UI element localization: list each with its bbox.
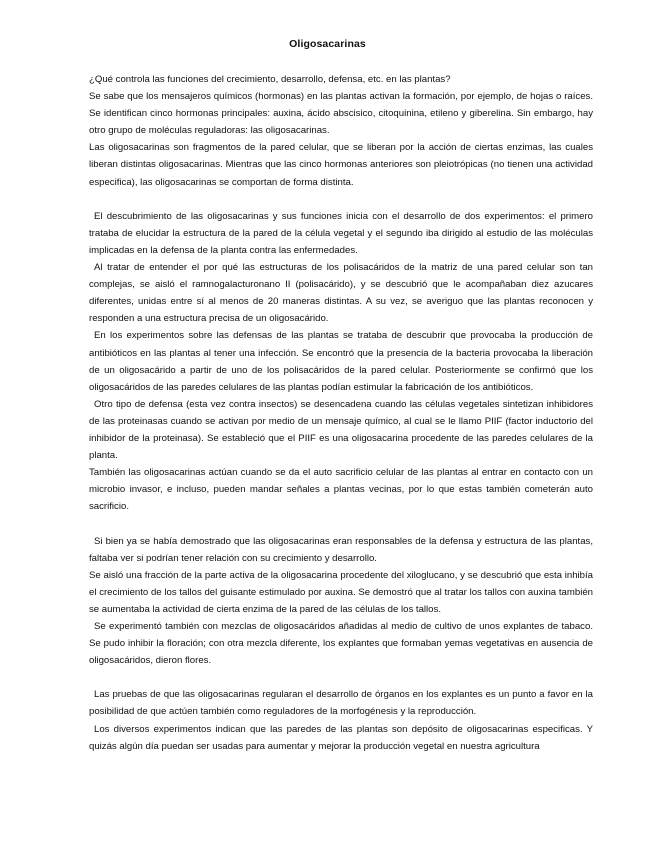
- paragraph-definition: Las oligosacarinas son fragmentos de la pared celular, que se liberan por la acción de ciertas enzimas, las cuales liberan distintas oligosacarinas. Mientras que las cinco hormonas anteriores son pleiotrópicas (no tienen una actividad especifica), las oligosacarinas se comportan de forma distinta.: [89, 142, 593, 188]
- paragraph-morphogenesis: Las pruebas de que las oligosacarinas regularan el desarrollo de órganos en los explantes es un punto a favor en la posibilidad de que actúen también como reguladores de la morfogénesis y la reproducción.: [89, 689, 593, 718]
- paragraph-discovery: El descubrimiento de las oligosacarinas y sus funciones inicia con el desarrollo de dos experimentos: el primero trataba de elucidar la estructura de la pared de la célula vegetal y el segundo iba dirigido al estudio de las moléculas implicadas en la defensa de la planta contra las enfermedades.: [89, 210, 593, 256]
- paragraph-insects: Otro tipo de defensa (esta vez contra insectos) se desencadena cuando las células vegetales sintetizan inhibidores de las proteinasas cuando se activan por medio de un mensaje químico, al cual se le llamo PIIF (factor inductorio del inhibidor de la proteinasa). Se estableció que el PIIF es una oligosacarina procedente de las paredes celulares de la planta.: [89, 398, 593, 462]
- paragraph-tobacco: Se experimentó también con mezclas de oligosacáridos añadidas al medio de cultivo de unos explantes de tabaco. Se pudo inhibir la floración; con otra mezcla diferente, los explantes que formaban yemas vegetativas en ausencia de oligosacáridos, dieron flores.: [89, 621, 593, 667]
- paragraph-sacrifice: También las oligosacarinas actúan cuando se da el auto sacrificio celular de las plantas al entrar en contacto con un microbio invasor, e incluso, pueden mandar señales a plantas vecinas, por lo que estas también cometerán auto sacrificio.: [89, 467, 593, 513]
- document-title: Oligosacarinas: [289, 38, 366, 50]
- paragraph-xyloglucan: Se aisló una fracción de la parte activa de la oligosacarina procedente del xiloglucano, y se descubrió que esta inhibía el crecimiento de los tallos del guisante estimulado por auxina. Se demostró que al tratar los tallos con auxina también se aumentaba la actividad de cierta enzima de la pared de las células de los tallos.: [89, 569, 593, 615]
- paragraph-structure: Al tratar de entender el por qué las estructuras de los polisacáridos de la matriz de una pared celular son tan complejas, se aisló el ramnogalacturonano II (polisacárido), y se descubrió que le acompañaban diez azucares diferentes, unidas entre sí al menos de 20 maneras distintas. A su vez, se averiguo que las plantas reconocen y responden a una estructura precisa de un oligosacárido.: [89, 262, 593, 325]
- paragraph-defense: En los experimentos sobre las defensas de las plantas se trataba de descubrir que provocaba la producción de antibióticos en las plantas al tener una infección. Se encontró que la presencia de la bacteria provocaba la liberación de un oligosacárido a partir de uno de los polisacáridos de la pared celular. Posteriormente se confirmó que los oligosacáridos de las paredes celulares de las plantas podían estimular la fabricación de los antibióticos.: [89, 330, 593, 393]
- document-body: [89, 71, 593, 755]
- paragraph-question: ¿Qué controla las funciones del crecimiento, desarrollo, defensa, etc. en las plantas?: [89, 74, 451, 85]
- paragraph-hormones: Se sabe que los mensajeros químicos (hormonas) en las plantas activan la formación, por ejemplo, de hojas o raíces. Se identifican cinco hormonas principales: auxina, ácido abscisico, citoquinina, etileno y giberelina. Sin embargo, hay otro grupo de moléculas reguladoras: las oligosacarinas.: [89, 91, 593, 137]
- paragraph-growth: Si bien ya se había demostrado que las oligosacarinas eran responsables de la defensa y estructura de las plantas, faltaba ver si podrían tener relación con su crecimiento y desarrollo.: [89, 535, 593, 564]
- paragraph-conclusion: Los diversos experimentos indican que las paredes de las plantas son depósito de oligosacarinas especificas. Y quizás algún día puedan ser usadas para aumentar y mejorar la producción vegetal en nuestra agricultura: [89, 723, 593, 752]
